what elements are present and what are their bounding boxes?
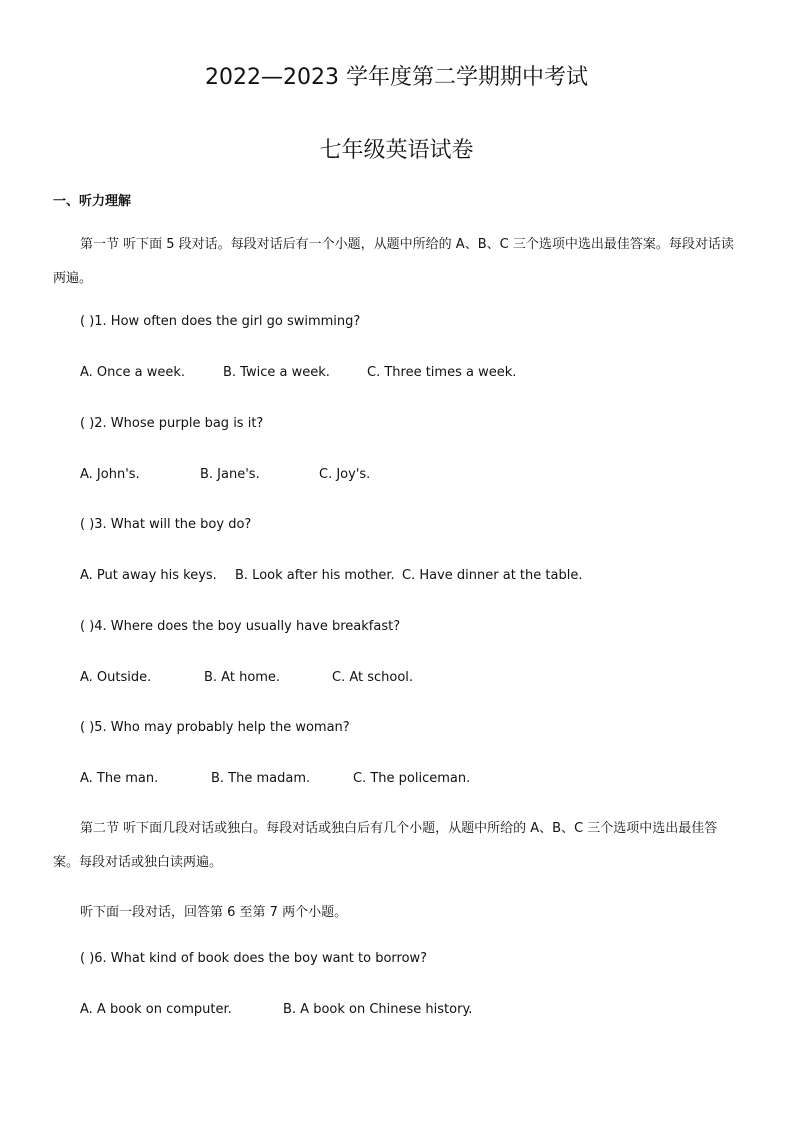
- question-1-option-c: C. Three times a week.: [367, 365, 517, 380]
- exam-title: 2022—2023 学年度第二学期期中考试: [205, 65, 588, 90]
- question-4-stem: ( )4. Where does the boy usually have breakfast?: [80, 619, 401, 634]
- exam-subtitle: 七年级英语试卷: [319, 138, 474, 163]
- question-5-option-b: B. The madam.: [211, 771, 311, 786]
- question-5-stem: ( )5. Who may probably help the woman?: [80, 720, 350, 735]
- question-5-option-c: C. The policeman.: [353, 771, 471, 786]
- question-1-stem: ( )1. How often does the girl go swimming?: [80, 314, 361, 329]
- question-3-stem: ( )3. What will the boy do?: [80, 517, 252, 532]
- question-3-option-c: C. Have dinner at the table.: [402, 568, 583, 583]
- question-2-option-a: A. John's.: [80, 467, 140, 482]
- question-2-option-c: C. Joy's.: [319, 467, 371, 482]
- question-4-option-b: B. At home.: [204, 670, 281, 685]
- question-3-option-a: A. Put away his keys.: [80, 568, 217, 583]
- question-1-option-b: B. Twice a week.: [223, 365, 330, 380]
- question-6-option-a: A. A book on computer.: [80, 1002, 232, 1017]
- part1-instruction: 第一节 听下面 5 段对话。每段对话后有一个小题，从题中所给的 A、B、C 三个选项中选出最佳答案。每段对话读两遍。: [53, 237, 734, 286]
- question-2-option-b: B. Jane's.: [200, 467, 260, 482]
- question-4-option-a: A. Outside.: [80, 670, 152, 685]
- question-3-option-b: B. Look after his mother.: [235, 568, 395, 583]
- question-6-option-b: B. A book on Chinese history.: [283, 1002, 473, 1017]
- section-heading-listening: 一、听力理解: [53, 194, 132, 209]
- question-6-stem: ( )6. What kind of book does the boy want to borrow?: [80, 951, 428, 966]
- question-4-option-c: C. At school.: [332, 670, 414, 685]
- part2-instruction: 第二节 听下面几段对话或独白。每段对话或独白后有几个小题，从题中所给的 A、B、C 三个选项中选出最佳答案。每段对话或独白读两遍。: [53, 821, 718, 870]
- question-1-option-a: A. Once a week.: [80, 365, 186, 380]
- dialog-note: 听下面一段对话，回答第 6 至第 7 两个小题。: [80, 905, 348, 920]
- question-5-option-a: A. The man.: [80, 771, 159, 786]
- question-2-stem: ( )2. Whose purple bag is it?: [80, 416, 264, 431]
